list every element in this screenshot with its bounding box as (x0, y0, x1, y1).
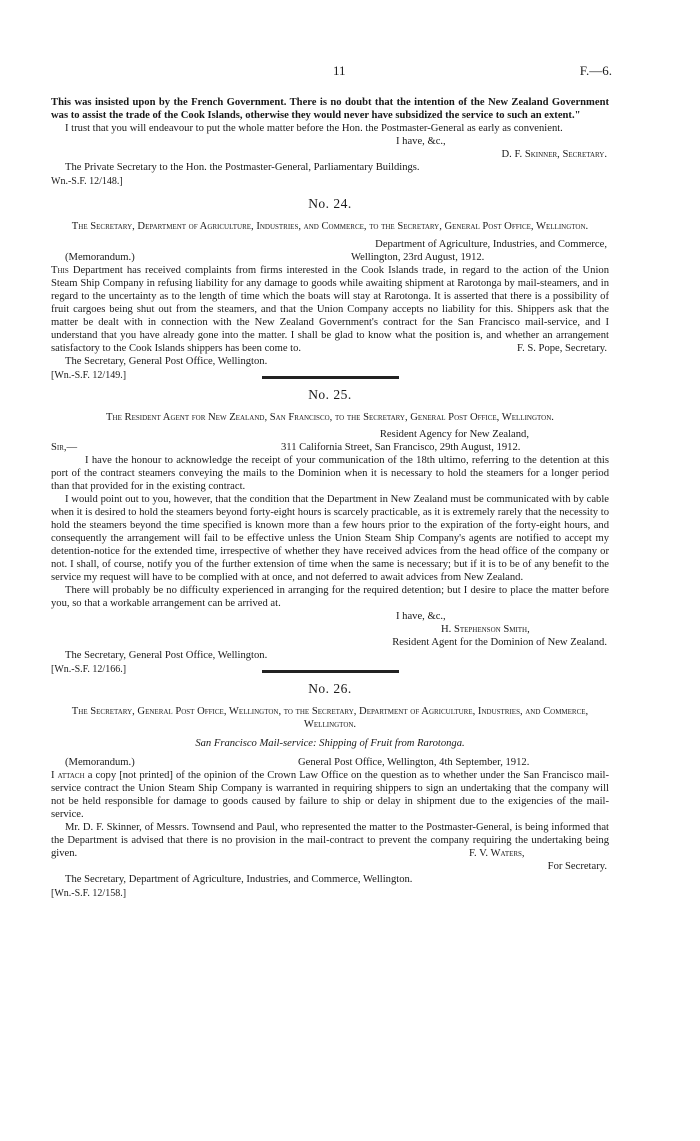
doc25-closing: I have, &c., (396, 611, 446, 622)
intro-paragraph: This was insisted upon by the French Government. There is no doubt that the intention of the New Zealand Government was to assist the trade of the Cook Islands, otherwise they would never have subsidized the service to such an extent." (51, 97, 609, 121)
intro-closing-line (51, 135, 609, 148)
doc26-addressee: The Secretary, Department of Agriculture, Industries, and Commerce, Wellington. (65, 874, 413, 885)
section-heading-24: No. 24. (308, 196, 352, 211)
parliamentary-paper-reference: F.—6. (579, 63, 612, 78)
doc26-memo-line (51, 756, 609, 769)
doc26-paragraph-2: Mr. D. F. Skinner, of Messrs. Townsend and Paul, who represented the matter to the Postmaster-General, is being informed that the Department is advised that there is no provision in the mail-contract to prevent the company requiring the undertaking being given. (51, 822, 609, 859)
doc25-closing-line (51, 610, 609, 623)
doc26-file-reference: [Wn.-S.F. 12/158.] (51, 888, 127, 899)
doc25-origin: Resident Agency for New Zealand, (379, 429, 529, 440)
document-body (51, 96, 609, 900)
doc26-subject: San Francisco Mail-service: Shipping of Fruit from Rarotonga. (195, 738, 465, 749)
doc26-signature-line (51, 847, 609, 860)
page-number: 11 (333, 63, 346, 78)
doc25-signature-line (51, 623, 609, 636)
doc25-salutation: Sir,— (51, 442, 78, 453)
doc24-body: This Department has received complaints from firms interested in the Cook Islands trade, in regard to the action of the Union Steam Ship Company in refusing liability for any damage to goods while awaiting shipment at Rarotonga by mail-steamers, and in regard to the uncertainty as to the length of time which the boats will stay at Rarotonga. It is asserted that there is a possibility of fruit cargoes being shut out from the steamers, and that the Union Company accepts no liability for this. Shippers ask that the matter be dealt with in connection with the New Zealand Government's contract for the San Francisco mail-service, and I understand that you have already gone into the matter. I shall be glad to know what the position is, and whether an arrangement satisfactory to the Cook Islands shippers has been come to. (51, 265, 609, 354)
doc25-paragraph-3: There will probably be no difficulty experienced in arranging for the required detention; but I desire to place the matter before you, so that a workable arrangement can be arrived at. (51, 585, 609, 609)
section-divider (262, 376, 399, 379)
doc24-file-reference: [Wn.-S.F. 12/149.] (51, 370, 127, 381)
doc25-file-reference: [Wn.-S.F. 12/166.] (51, 664, 127, 675)
intro-closing: I have, &c., (396, 136, 446, 147)
doc26-address: The Secretary, General Post Office, Wellington, to the Secretary, Department of Agriculture, Industries, and Commerce, Wellington. (71, 706, 589, 730)
doc25-signature: H. Stephenson Smith, (441, 624, 530, 635)
doc25-signature-title: Resident Agent for the Dominion of New Zealand. (392, 637, 607, 648)
doc24-memo-line (51, 251, 609, 264)
doc26-memo: (Memorandum.) (65, 757, 135, 768)
doc26-signature: F. V. Waters, (469, 848, 525, 859)
intro-file-reference: Wn.-S.F. 12/148.] (51, 176, 123, 187)
section-heading-25: No. 25. (308, 387, 352, 402)
doc26-body: I attach a copy [not printed] of the opinion of the Crown Law Office on the question as to whether under the San Francisco mail-service contract the Union Steam Ship Company is warranted in requiring shippers to sign an undertaking that the company will not be held responsible for damage to goods caused by failure to ship or delay in shipment due to the exigencies of the mail-service. (51, 770, 609, 820)
section-heading-26: No. 26. (308, 681, 352, 696)
intro-signature: D. F. Skinner, Secretary. (501, 149, 607, 160)
intro-paragraph-2: I trust that you will endeavour to put the whole matter before the Hon. the Postmaster-General as early as convenient. (65, 123, 563, 134)
doc25-salutation-line (51, 441, 609, 454)
doc24-address: The Secretary, Department of Agriculture, Industries, and Commerce, to the Secretary, General Post Office, Wellington. (71, 221, 589, 232)
doc24-origin: Department of Agriculture, Industries, and Commerce, (375, 239, 607, 250)
doc25-paragraph-2: I would point out to you, however, that the condition that the Department in New Zealand must be communicated with by cable when it is desired to hold the steamers beyond forty-eight hours is scarcely practicable, as it is extremely rarely that the necessity to hold the steamers beyond the time specified is known more than a few hours prior to the expiration of the forty-eight hours, and consequently the arrangement will fail to be effective unless the Union Steam Ship Company's agents are notified to accept my detention-notice for the extended time, irrespective of whether they have received advices from the head office of the company or not. I shall, of course, notify you of the further extension of time when the same is necessary; but if it is to be of any benefit to the service my request will have to be complied with at once, and not deferred to await advices from New Zealand. (51, 494, 609, 583)
doc26-signature-title: For Secretary. (547, 861, 607, 872)
doc25-date: 311 California Street, San Francisco, 29th August, 1912. (281, 442, 521, 453)
doc24-date: Wellington, 23rd August, 1912. (351, 252, 485, 263)
doc24-memo: (Memorandum.) (65, 252, 135, 263)
doc25-addressee: The Secretary, General Post Office, Wellington. (65, 650, 268, 661)
doc24-signature: F. S. Pope, Secretary. (517, 343, 607, 354)
doc26-date: General Post Office, Wellington, 4th September, 1912. (298, 757, 530, 768)
intro-addressee: The Private Secretary to the Hon. the Postmaster-General, Parliamentary Buildings. (65, 162, 420, 173)
section-divider (262, 670, 399, 673)
doc25-paragraph-1: I have the honour to acknowledge the receipt of your communication of the 18th ultimo, referring to the detention at this port of the contract steamers conveying the mails to the Dominion when it is necessary to hold the steamers for a longer period than that provided for in the existing contract. (51, 455, 609, 492)
doc24-addressee: The Secretary, General Post Office, Wellington. (65, 356, 268, 367)
doc25-address: The Resident Agent for New Zealand, San Francisco, to the Secretary, General Post Office, Wellington. (106, 412, 554, 423)
